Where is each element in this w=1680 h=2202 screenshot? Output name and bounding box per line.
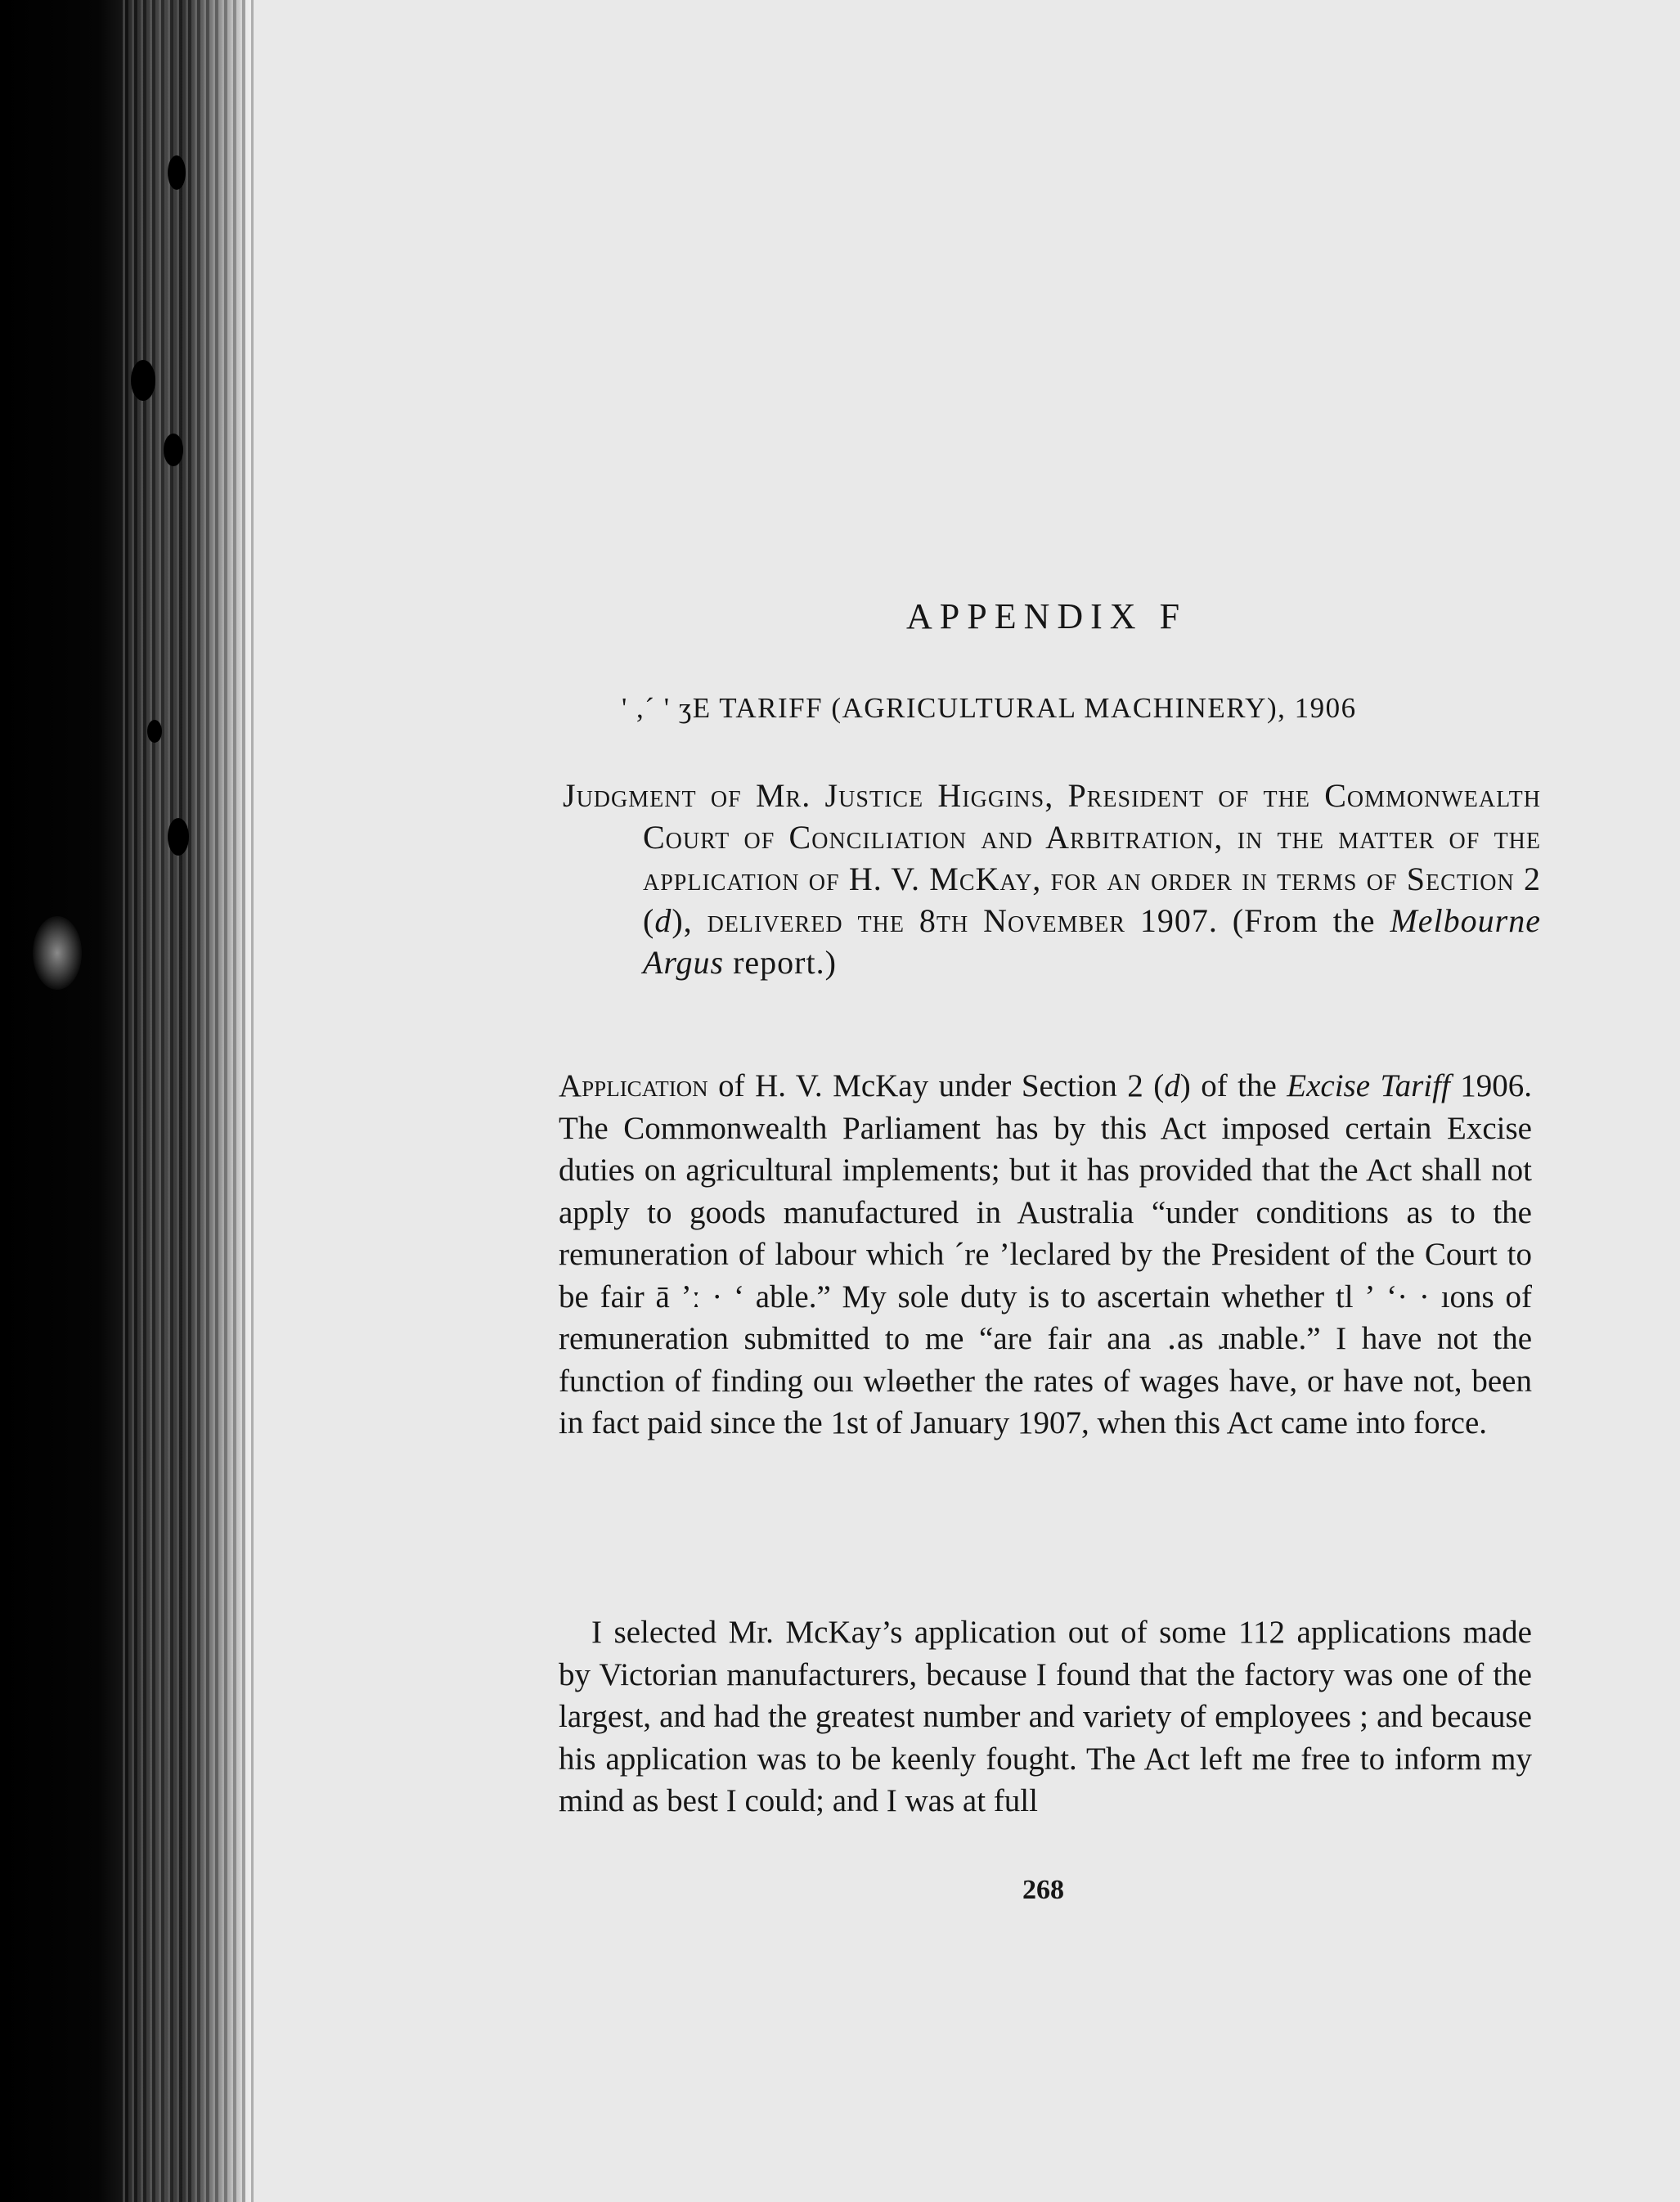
judgment-heading-text: 1907. (From the [1139, 902, 1390, 939]
ink-blot [164, 434, 183, 466]
paragraph-1 [559, 1065, 1532, 1445]
appendix-heading: APPENDIX F [906, 596, 1188, 636]
judgment-heading-text: ), delivered the 8th November [672, 902, 1125, 939]
paragraph-text: of H. V. McKay under Section 2 ( [707, 1068, 1165, 1103]
paragraph-2: I selected Mr. McKay’s application out of some 112 applications made by Victorian manufacturers, because I found that the factory was one of the largest, and had the greatest number and variety of employees ; and because his application was to be keenly fought. The Act left me free to inform my mind as best I could; and I was at full [559, 1615, 1532, 1818]
judgment-heading-text: Judgment of Mr. Justice Higgins, President of the Commonwealth Court of Conciliation and Arbitration, in the matter of the application of H. V. McKay, for an order in terms of Section 2 ( [563, 777, 1541, 939]
paragraph-text: 1906. The Commonwealth Parliament has by this Act imposed certain Excise duties on agricultural implements; but it has provided that the Act shall not apply to goods manufactured in Australia “under conditions as to the remuneration of labour which ´re ’leclared by the President of the Court to be fair ā ʼː · ʻ able.” My sole duty is to ascertain whether tl ʼ ‘· · ıons of remuneration submitted to me “are fair ana ․as ɹnable.” I have not the function of finding ouı wlɵether the rates of wages have, or have not, been in fact paid since the 1st of January 1907, when this Act came into force. [559, 1068, 1533, 1440]
ink-blot [168, 155, 186, 190]
tariff-title: ' ,´ ' ʒE TARIFF (AGRICULTURAL MACHINERY), 1906 [622, 692, 1357, 724]
paragraph-text: ) of the [1179, 1068, 1287, 1103]
ink-blot [147, 720, 162, 743]
ink-blot [168, 818, 189, 856]
judgment-heading-text: report.) [724, 944, 837, 981]
judgment-heading [563, 775, 1541, 983]
ink-blot [131, 360, 155, 401]
light-glare [33, 916, 82, 990]
judgment-heading-source: Melbourne Argus [643, 902, 1541, 981]
paragraph-act-title: Excise Tariff [1287, 1068, 1450, 1103]
paragraph-subsection: d [1164, 1068, 1180, 1103]
judgment-heading-subsection: d [654, 902, 672, 939]
page-number: 268 [1022, 1875, 1064, 1905]
paragraph-lead: Application [559, 1068, 708, 1103]
gutter-page-edges [123, 0, 266, 2202]
